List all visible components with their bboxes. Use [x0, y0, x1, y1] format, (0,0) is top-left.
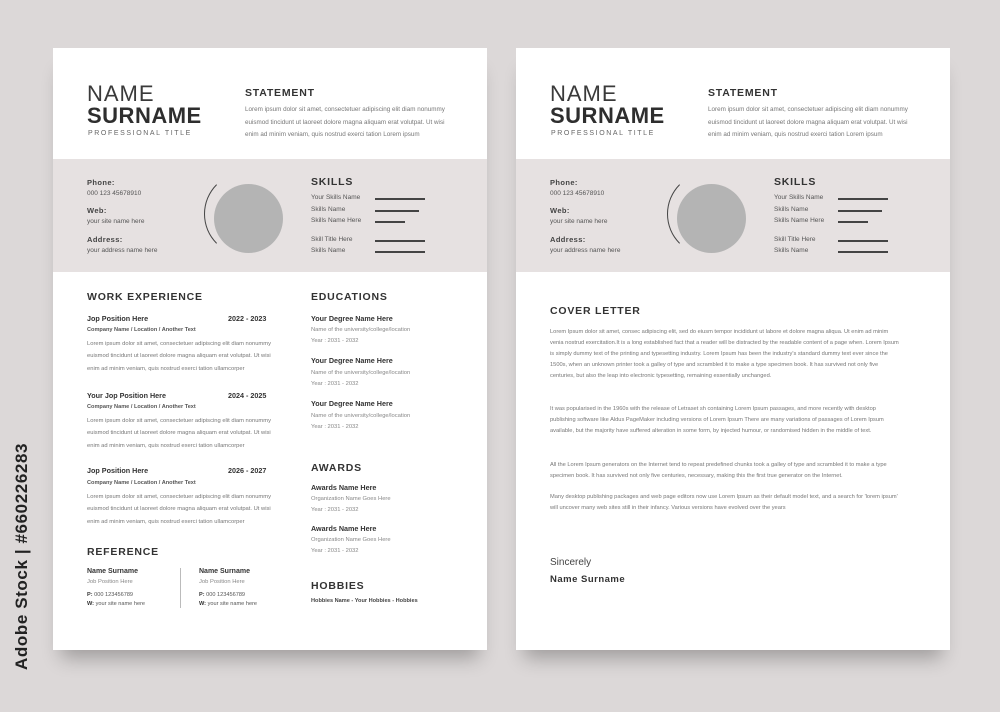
award-name: Awards Name Here	[311, 524, 377, 533]
statement-heading: STATEMENT	[245, 87, 315, 99]
first-name: NAME	[550, 81, 618, 106]
cover-letter-paragraph: Many desktop publishing packages and web page editors now use Lorem Ipsum as their default model text, and a search for 'lorem ipsum' will uncover many web sites still in their infancy. Various versions have evolved over the years	[550, 494, 898, 512]
reference-phone	[199, 592, 245, 598]
job-years: 2022 - 2023	[228, 314, 267, 323]
skill-bar-fill	[838, 210, 882, 212]
job-years: 2026 - 2027	[228, 466, 267, 475]
statement-heading: STATEMENT	[708, 87, 778, 99]
cover-letter-paragraph: It was popularised in the 1960s with the release of Letraset sh containing Lorem Ipsum passages, and more recently with desktop publishing software like Aldus PageMaker including versions of Lorem Ipsum There are many variations of passages of Lorem Ipsum available, but the majority have suffered alteration in some form, by injected humour, or randomised hidden in the middle of text.	[550, 406, 884, 435]
school-name: Name of the university/college/location	[311, 327, 411, 333]
skill-name: Skills Name	[774, 247, 809, 254]
skill-bar	[375, 240, 430, 242]
degree-name: Your Degree Name Here	[311, 314, 393, 323]
closing: Sincerely	[550, 557, 592, 568]
work-heading: WORK EXPERIENCE	[87, 291, 203, 303]
skill-name: Skills Name Here	[774, 217, 825, 224]
reference-phone	[87, 592, 133, 598]
statement-text: Lorem ipsum dolor sit amet, consectetuer adipiscing elit diam nonummy euismod tincidunt ut laoreet dolore magna aliquam erat volutpat. Ut wisi enim ad minim veniam, quis nostrud exerci tation Lorem ipsum	[708, 106, 908, 139]
reference-phone-value: 000 123456789	[94, 592, 134, 598]
statement-text: Lorem ipsum dolor sit amet, consectetuer adipiscing elit diam nonummy euismod tincidunt ut laoreet dolore magna aliquam erat volutpat. Ut wisi enim ad minim veniam, quis nostrud exerci tation Lorem ipsum	[245, 106, 445, 139]
school-name: Name of the university/college/location	[311, 413, 411, 419]
job-company: Company Name / Location / Another Text	[87, 480, 196, 486]
last-name: SURNAME	[550, 103, 665, 128]
address-value: your address name here	[87, 247, 158, 254]
reference-job: Job Position Here	[199, 579, 245, 585]
skill-name: Skills Name	[774, 206, 809, 213]
skill-name: Skill Title Here	[774, 236, 816, 243]
reference-name: Name Surname	[199, 568, 250, 575]
award-name: Awards Name Here	[311, 483, 377, 492]
last-name: SURNAME	[87, 103, 202, 128]
skill-bar-fill	[838, 221, 868, 223]
reference-divider	[180, 568, 181, 608]
skill-name: Your Skills Name	[311, 194, 361, 201]
skill-bar	[375, 210, 430, 212]
hobbies-heading: HOBBIES	[311, 580, 365, 592]
skill-bar-fill	[375, 210, 419, 212]
skill-name: Skills Name	[311, 247, 346, 254]
reference-phone-value: 000 123456789	[206, 592, 246, 598]
reference-web-value: your site name here	[95, 601, 146, 607]
skill-bar-fill	[375, 240, 425, 242]
skill-bar	[838, 198, 893, 200]
profile-photo	[677, 184, 746, 253]
school-name: Name of the university/college/location	[311, 370, 411, 376]
skill-bar	[838, 210, 893, 212]
skill-name: Skills Name	[311, 206, 346, 213]
cover-letter-paragraph: Lorem Ipsum dolor sit amet, consec adipiscing elit, sed do eiusm tempor incididunt ut labore et dolore magna aliqua. Ut enim ad minim venia nostrud exercitation.It is a long established fact that a reader will be distracted by the readable content of a page when. Lorem Ipsum is simply dummy text of the printing and typesetting industry. Lorem Ipsum has been the industry's standard dummy text ever since the 1500s, when an unknown printer took a galley of type and scrambled it to make a type specimen book. It has survived not only five centuries, but also the leap into electronic typesetting, remaining essentially unchanged.	[550, 329, 899, 380]
hobbies-text: Hobbies Name - Your Hobbies - Hobbies	[311, 598, 418, 604]
job-title: Jop Position Here	[87, 466, 149, 475]
awards-heading: AWARDS	[311, 462, 362, 474]
skill-bar-fill	[838, 198, 888, 200]
job-title: Jop Position Here	[87, 314, 149, 323]
cover-letter-paragraph: All the Lorem Ipsum generators on the Internet tend to repeat predefined chunks took a galley of type and scrambled it to make a type specimen book. It has survived not only five centuries, necessary, making this the first true generator on the Internet.	[550, 462, 887, 480]
skill-name: Skill Title Here	[311, 236, 353, 243]
phone-value: 000 123 45678910	[550, 190, 605, 197]
reference-job: Job Position Here	[87, 579, 133, 585]
web-label: Web:	[550, 206, 570, 215]
skills-heading: SKILLS	[774, 176, 817, 188]
phone-value: 000 123 45678910	[87, 190, 142, 197]
skill-bar	[838, 240, 893, 242]
address-label: Address:	[550, 235, 586, 244]
skill-bar-fill	[838, 251, 888, 253]
address-label: Address:	[87, 235, 123, 244]
award-year: Year : 2031 - 2032	[311, 507, 359, 513]
web-value: your site name here	[550, 218, 608, 225]
reference-web-label: W:	[87, 601, 95, 607]
job-years: 2024 - 2025	[228, 391, 267, 400]
reference-phone-label: P:	[199, 592, 205, 598]
stock-watermark-id	[12, 442, 32, 670]
reference-web	[199, 601, 257, 607]
skill-bar-fill	[375, 251, 425, 253]
signature-name: Name Surname	[550, 574, 626, 585]
award-org: Organization Name Goes Here	[311, 496, 391, 502]
first-name: NAME	[87, 81, 155, 106]
skill-bar	[375, 198, 430, 200]
job-company: Company Name / Location / Another Text	[87, 404, 196, 410]
reference-web	[87, 601, 145, 607]
job-description: Lorem ipsum dolor sit amet, consectetuer adipiscing elit diam nonummy euismod tincidunt ut laoreet dolore magna aliquam erat volutpat. Ut wisi enim ad minim veniam, quis nostrud exerci tation ullamcorper	[87, 494, 271, 525]
professional-title: PROFESSIONAL TITLE	[88, 130, 192, 137]
degree-name: Your Degree Name Here	[311, 399, 393, 408]
job-description: Lorem ipsum dolor sit amet, consectetuer adipiscing elit diam nonummy euismod tincidunt ut laoreet dolore magna aliquam erat volutpat. Ut wisi enim ad minim veniam, quis nostrud exerci tation ullamcorper	[87, 418, 271, 449]
web-label: Web:	[87, 206, 107, 215]
reference-web-value: your site name here	[207, 601, 258, 607]
reference-name: Name Surname	[87, 568, 138, 575]
web-value: your site name here	[87, 218, 145, 225]
professional-title: PROFESSIONAL TITLE	[551, 130, 655, 137]
skill-bar	[838, 221, 893, 223]
address-value: your address name here	[550, 247, 621, 254]
skill-bar-fill	[838, 240, 888, 242]
cover-letter-heading: COVER LETTER	[550, 305, 641, 317]
degree-name: Your Degree Name Here	[311, 356, 393, 365]
reference-heading: REFERENCE	[87, 546, 159, 558]
education-heading: EDUCATIONS	[311, 291, 388, 303]
education-year: Year : 2031 - 2032	[311, 424, 359, 430]
job-description: Lorem ipsum dolor sit amet, consectetuer adipiscing elit diam nonummy euismod tincidunt ut laoreet dolore magna aliquam erat volutpat. Ut wisi enim ad minim veniam, quis nostrud exerci tation ullamcorper	[87, 341, 271, 372]
resume-page	[53, 48, 487, 650]
skill-bar	[838, 251, 893, 253]
cover-letter-page	[516, 48, 950, 650]
skills-heading: SKILLS	[311, 176, 354, 188]
job-title: Your Jop Position Here	[87, 391, 166, 400]
reference-web-label: W:	[199, 601, 207, 607]
profile-photo	[214, 184, 283, 253]
phone-label: Phone:	[87, 178, 115, 187]
award-year: Year : 2031 - 2032	[311, 548, 359, 554]
skill-bar-fill	[375, 198, 425, 200]
skill-name: Your Skills Name	[774, 194, 824, 201]
stock-id-text: Adobe Stock | #660226283	[12, 442, 31, 670]
job-company: Company Name / Location / Another Text	[87, 327, 196, 333]
phone-label: Phone:	[550, 178, 578, 187]
award-org: Organization Name Goes Here	[311, 537, 391, 543]
skill-bar	[375, 251, 430, 253]
education-year: Year : 2031 - 2032	[311, 381, 359, 387]
reference-phone-label: P:	[87, 592, 93, 598]
skill-name: Skills Name Here	[311, 217, 362, 224]
skill-bar	[375, 221, 430, 223]
education-year: Year : 2031 - 2032	[311, 338, 359, 344]
skill-bar-fill	[375, 221, 405, 223]
